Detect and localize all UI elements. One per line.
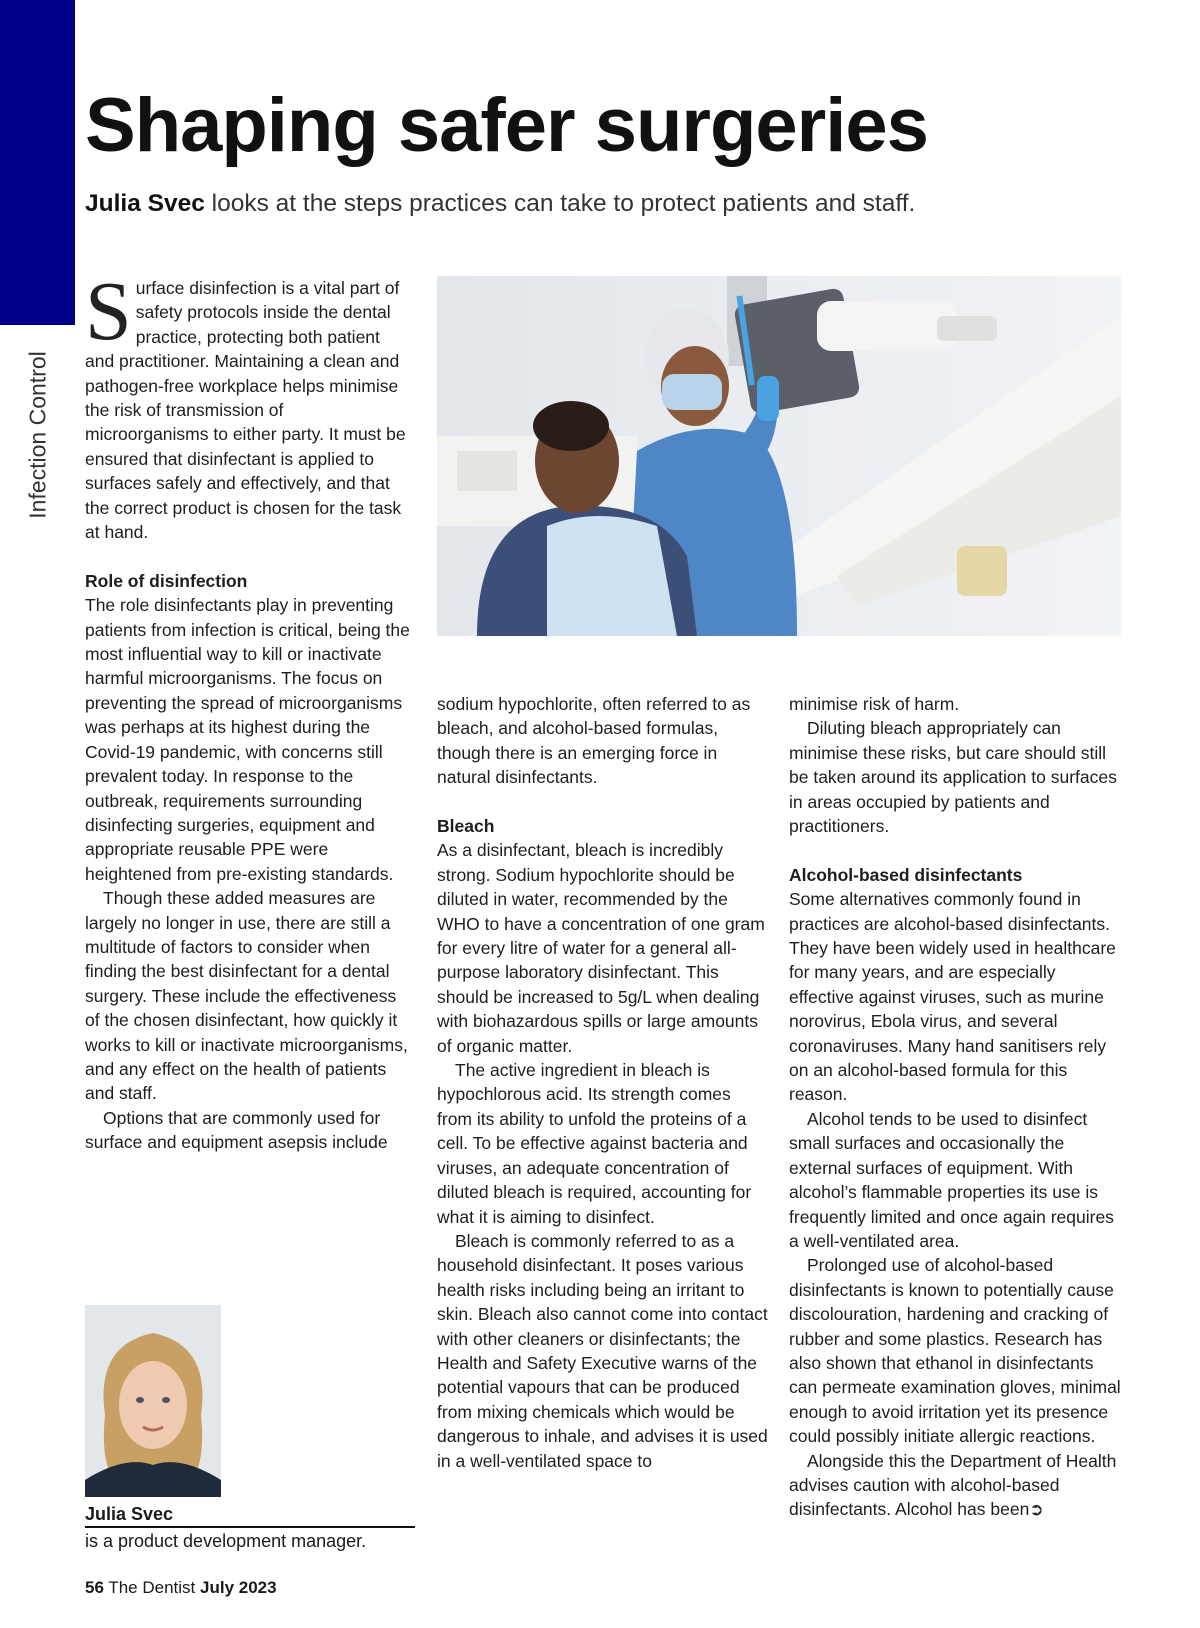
body-paragraph: minimise risk of harm. [789, 694, 960, 714]
body-paragraph: sodium hypochlorite, often referred to as bleach, and alcohol-based formulas, though there is an emerging force in natural disinfectants. [437, 694, 751, 788]
page-footer [85, 1578, 277, 1598]
dental-surgery-photo [437, 276, 1121, 636]
column-2 [437, 692, 769, 1473]
author-role: is a product development manager. [85, 1531, 367, 1551]
body-text: Alongside this the Department of Health advises caution with alcohol-based disinfectants. Alcohol has been [789, 1450, 1117, 1520]
column-3 [789, 692, 1121, 1523]
magazine-name: The Dentist [108, 1578, 196, 1597]
issue-date: July 2023 [200, 1578, 277, 1597]
body-paragraph: Alcohol tends to be used to disinfect small surfaces and occasionally the external surfaces of equipment. With alcohol’s flammable properties its use is frequently limited and once again requires a well-ventilated area. [789, 1108, 1114, 1251]
author-photo [85, 1305, 221, 1497]
author-name: Julia Svec [85, 1502, 415, 1528]
standfirst-text: looks at the steps practices can take to protect patients and staff. [204, 190, 916, 217]
subheading-role-of-disinfection: Role of disinfection [85, 570, 248, 591]
page-number: 56 [85, 1578, 104, 1597]
body-paragraph [789, 1449, 1121, 1523]
body-paragraph: Options that are commonly used for surface and equipment asepsis include [85, 1107, 388, 1153]
subheading-bleach: Bleach [437, 816, 495, 837]
body-paragraph: Diluting bleach appropriately can minimise these risks, but care should still be taken around its application to surfaces in areas occupied by patients and practitioners. [789, 718, 1117, 837]
body-paragraph: Prolonged use of alcohol-based disinfectants is known to potentially cause discolouration, hardening and cracking of rubber and some plastics. Research has also shown that ethanol in disinfectants can permeate examination gloves, minimal enough to avoid irritation yet its presence could possibly initiate allergic reactions. [789, 1255, 1121, 1447]
body-paragraph: Some alternatives commonly found in practices are alcohol-based disinfectants. They have been widely used in healthcare for many years, and are especially effective against viruses, such as murine norovirus, Ebola virus, and several coronaviruses. Many hand sanitisers rely on an alcohol-based formula for this reason. [789, 889, 1116, 1105]
standfirst [85, 190, 915, 218]
drop-cap: S [85, 265, 132, 358]
article-title: Shaping safer surgeries [85, 83, 928, 168]
intro-paragraph [85, 265, 410, 544]
column-1 [85, 265, 410, 1155]
section-label: Infection Control [24, 351, 51, 519]
body-paragraph: The active ingredient in bleach is hypochlorous acid. Its strength comes from its ability to unfold the proteins of a cell. To be effective against bacteria and viruses, an adequate concentration of diluted bleach is required, accounting for what it is aiming to disinfect. [437, 1060, 752, 1227]
section-color-bar [0, 0, 75, 325]
standfirst-author: Julia Svec [85, 190, 205, 217]
body-paragraph: The role disinfectants play in preventing patients from infection is critical, being the most influential way to kill or inactivate harmful microorganisms. The focus on preventing the spread of microorganisms was perhaps at its highest during the Covid-19 pandemic, with concerns still prevalent today. In response to the outbreak, requirements surrounding disinfecting surgeries, equipment and appropriate reusable PPE were heightened from pre-existing standards. [85, 595, 410, 884]
subheading-alcohol-based-disinfectants: Alcohol-based disinfectants [789, 864, 1023, 885]
continue-arrow-icon: ➲ [1029, 1500, 1044, 1520]
body-paragraph: Though these added measures are largely no longer in use, there are still a multitude of factors to consider when finding the best disinfectant for a dental surgery. These include the effectiveness of the chosen disinfectant, how quickly it works to kill or inactivate microorganisms, and any effect on the health of patients and staff. [85, 888, 408, 1104]
author-box [85, 1502, 415, 1553]
body-paragraph: As a disinfectant, bleach is incredibly strong. Sodium hypochlorite should be diluted in water, recommended by the WHO to have a concentration of one gram for every litre of water for a general all-purpose laboratory disinfectant. This should be increased to 5g/L when dealing with biohazardous spills or large amounts of organic matter. [437, 840, 765, 1056]
intro-text: urface disinfection is a vital part of safety protocols inside the dental practice, protecting both patient and practitioner. Maintaining a clean and pathogen-free workplace helps minimise the risk of transmission of microorganisms to either party. It must be ensured that disinfectant is applied to surfaces safely and effectively, and that the correct product is chosen for the task at hand. [85, 278, 406, 543]
body-paragraph: Bleach is commonly referred to as a household disinfectant. It poses various health risks including being an irritant to skin. Bleach also cannot come into contact with other cleaners or disinfectants; the Health and Safety Executive warns of the potential vapours that can be produced from mixing chemicals which would be dangerous to inhale, and advises it is used in a well-ventilated space to [437, 1230, 768, 1471]
